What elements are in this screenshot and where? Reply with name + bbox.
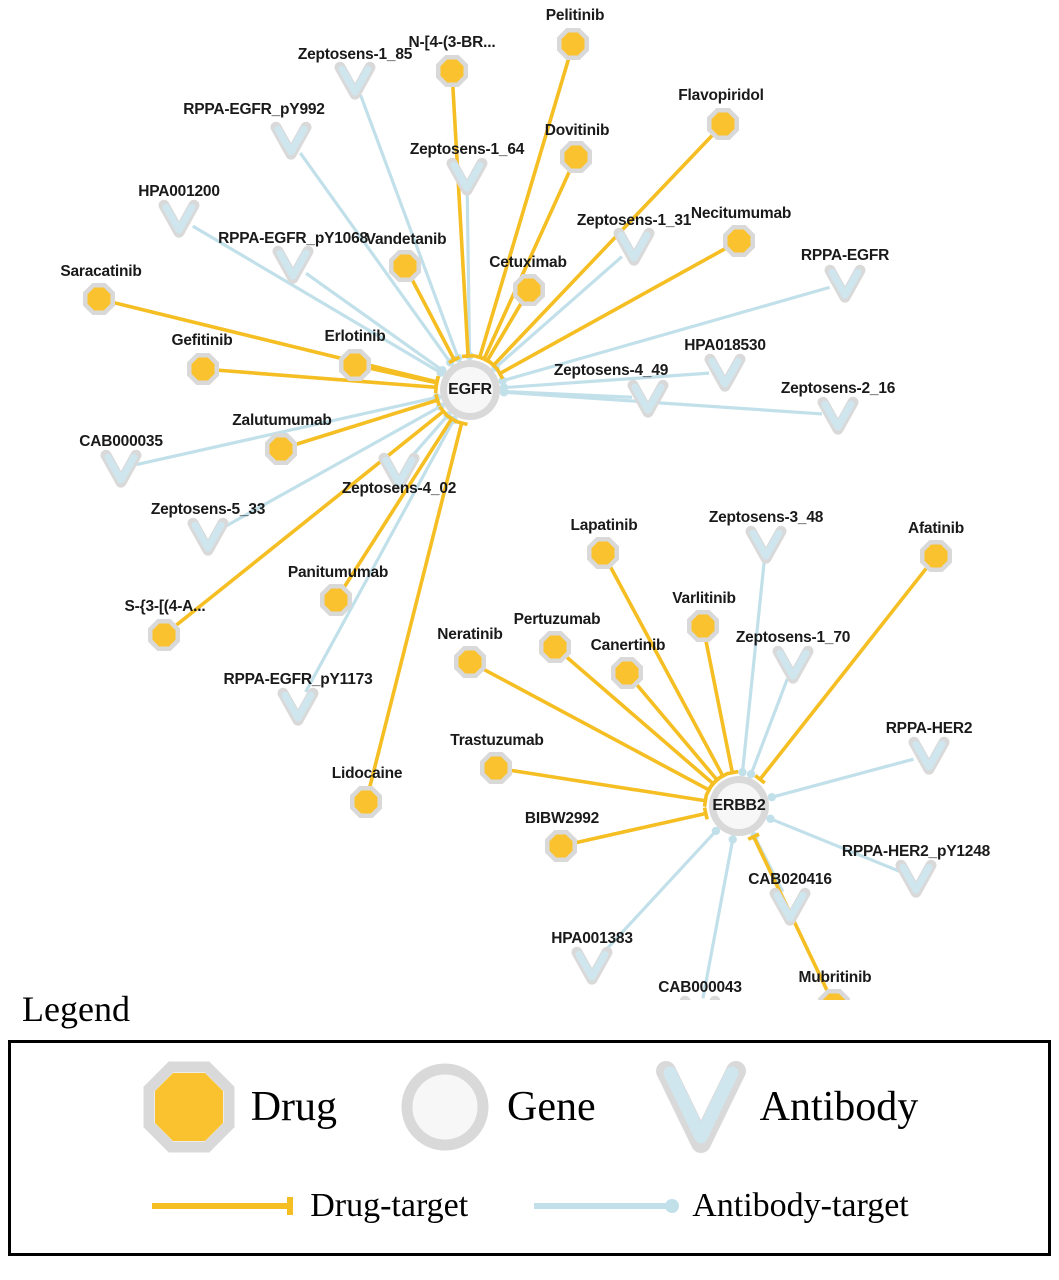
drug-target-edge (453, 87, 468, 356)
drug-node[interactable] (707, 108, 739, 140)
drug-node[interactable] (560, 141, 592, 173)
drug-edge-endpoint (456, 421, 468, 424)
drug-node[interactable] (513, 274, 545, 306)
antibody-node[interactable] (452, 163, 482, 190)
drug-target-edge (637, 685, 717, 780)
antibody-edge-endpoint (729, 835, 737, 843)
drug-label: Gefitinib (171, 332, 233, 349)
drug-label: Necitumumab (690, 205, 792, 222)
drug-node[interactable] (83, 283, 115, 315)
drug-label: N-[4-(3-BR... (408, 34, 496, 51)
antibody-edge-endpoint (747, 770, 755, 778)
gene-label: ERBB2 (712, 797, 766, 814)
drug-node[interactable] (320, 584, 352, 616)
antibody-label: Zeptosens-1_31 (576, 212, 692, 229)
antibody-label: Zeptosens-1_70 (735, 629, 851, 646)
drug-target-edge (512, 770, 706, 800)
edges-layer (115, 59, 927, 998)
legend-box (8, 1040, 1051, 1256)
drug-edge-endpoint (436, 377, 439, 389)
drug-node[interactable] (723, 225, 755, 257)
antibody-label: CAB000043 (658, 979, 742, 996)
drug-node[interactable] (436, 55, 468, 87)
antibody-target-edge (751, 679, 787, 774)
legend-label-antibody: Antibody (759, 1084, 919, 1130)
antibody-node[interactable] (276, 127, 306, 154)
antibody-node[interactable] (775, 893, 805, 920)
antibody-vee-icon (656, 1059, 746, 1155)
antibody-node[interactable] (164, 205, 194, 232)
legend (8, 988, 1051, 1256)
antibody-edge-endpoint (500, 388, 508, 396)
gene-label: EGFR (448, 381, 492, 398)
antibody-label: RPPA-HER2 (885, 720, 973, 737)
drug-node[interactable] (611, 657, 643, 689)
drug-edge-endpoint (704, 795, 706, 807)
antibody-node[interactable] (619, 233, 649, 260)
drug-label: Afatinib (907, 520, 965, 537)
drug-label: Pertuzumab (513, 611, 601, 628)
antibody-label: HPA001383 (551, 930, 633, 947)
antibody-node[interactable] (577, 952, 607, 979)
antibody-node[interactable] (633, 385, 663, 412)
antibody-target-edge (703, 839, 733, 998)
drug-edge-endpoint (462, 356, 474, 357)
antibody-target-edge-icon (532, 1194, 682, 1218)
drug-edge-endpoint (726, 771, 738, 773)
drug-edge-endpoint (497, 368, 503, 378)
antibody-node[interactable] (283, 693, 313, 720)
drug-label: Neratinib (437, 626, 503, 643)
drug-label: Flavopiridol (678, 87, 764, 104)
drug-node[interactable] (389, 250, 421, 282)
antibody-label: RPPA-HER2_pY1248 (841, 843, 991, 860)
antibody-node[interactable] (278, 251, 308, 278)
antibody-node[interactable] (914, 742, 944, 769)
legend-edge-label-drug-target: Drug-target (310, 1187, 469, 1224)
antibody-label: RPPA-EGFR (800, 247, 890, 264)
drug-label: Pelitinib (545, 7, 605, 24)
drug-target-edge (345, 419, 452, 587)
drug-target-edge (480, 59, 569, 357)
drug-label: Saracatinib (60, 263, 142, 280)
drug-node[interactable] (545, 830, 577, 862)
legend-edge-drug-target (150, 1187, 468, 1225)
drug-label: Cetuximab (489, 254, 567, 271)
drug-node[interactable] (339, 349, 371, 381)
antibody-label: Zeptosens-1_85 (297, 46, 413, 63)
drug-node[interactable] (587, 537, 619, 569)
antibody-label: RPPA-EGFR_pY1173 (223, 671, 373, 688)
antibody-node[interactable] (751, 531, 781, 558)
drug-label: Erlotinib (324, 328, 386, 345)
antibody-node[interactable] (710, 359, 740, 386)
antibody-label: Zeptosens-5_33 (150, 501, 266, 518)
drug-label: Lidocaine (331, 765, 403, 782)
antibody-label: HPA018530 (684, 337, 766, 354)
gene-circle-icon (397, 1059, 493, 1155)
drug-node[interactable] (539, 631, 571, 663)
drug-node[interactable] (480, 752, 512, 784)
drug-edge-endpoint (706, 785, 712, 796)
legend-item-antibody (656, 1059, 919, 1155)
drug-label: BIBW2992 (524, 810, 600, 827)
antibody-target-edge (742, 560, 764, 772)
drug-node[interactable] (920, 540, 952, 572)
drug-label: Mubritinib (798, 969, 872, 986)
antibody-label: Zeptosens-4_02 (341, 480, 457, 497)
drug-label: Lapatinib (570, 517, 638, 534)
drug-node[interactable] (350, 786, 382, 818)
antibody-label: CAB000035 (79, 433, 163, 450)
antibody-label: RPPA-EGFR_pY992 (183, 101, 325, 118)
antibody-label: RPPA-EGFR_pY1068 (218, 230, 368, 247)
drug-label: Canertinib (590, 637, 666, 654)
antibody-label: Zeptosens-3_48 (708, 509, 824, 526)
antibody-node[interactable] (340, 67, 370, 94)
drug-node[interactable] (687, 610, 719, 642)
antibody-node[interactable] (193, 523, 223, 550)
drug-target-edge-icon (150, 1194, 300, 1218)
antibody-label: Zeptosens-1_64 (409, 141, 525, 158)
drug-target-edge (371, 368, 437, 382)
drug-node[interactable] (557, 28, 589, 60)
antibody-node[interactable] (830, 270, 860, 297)
antibody-node[interactable] (778, 651, 808, 678)
antibody-edge-endpoint (766, 815, 774, 823)
drug-label: Varlitinib (672, 590, 736, 607)
legend-item-drug (141, 1059, 337, 1155)
legend-title: Legend (22, 989, 130, 1029)
legend-item-gene (397, 1059, 596, 1155)
drug-node[interactable] (148, 619, 180, 651)
legend-edge-antibody-target (532, 1187, 909, 1225)
antibody-label: Zeptosens-4_49 (553, 362, 669, 379)
drug-node[interactable] (454, 646, 486, 678)
drug-label: Zalutumumab (232, 412, 332, 429)
drug-edge-endpoint (705, 808, 708, 820)
drug-node[interactable] (265, 433, 297, 465)
drug-label: Panitumumab (287, 564, 389, 581)
drug-label: Trastuzumab (450, 732, 544, 749)
drug-label: Vandetanib (365, 231, 447, 248)
legend-edge-label-antibody-target: Antibody-target (692, 1187, 909, 1224)
drug-label: Dovitinib (544, 122, 610, 139)
antibody-label: HPA001200 (138, 183, 220, 200)
antibody-node[interactable] (106, 455, 136, 482)
legend-label-gene: Gene (507, 1084, 596, 1130)
legend-label-drug: Drug (250, 1084, 338, 1130)
drug-node[interactable] (187, 353, 219, 385)
drug-label: S-{3-[(4-A... (124, 598, 206, 615)
antibody-label: CAB020416 (748, 871, 832, 888)
antibody-edge-endpoint (768, 793, 776, 801)
antibody-label: Zeptosens-2_16 (780, 380, 896, 397)
antibody-target-edge (361, 95, 459, 358)
drug-octagon-icon (141, 1059, 237, 1155)
antibody-target-edge (772, 759, 914, 797)
antibody-node[interactable] (823, 402, 853, 429)
antibody-edge-endpoint (738, 768, 746, 776)
antibody-node[interactable] (901, 865, 931, 892)
